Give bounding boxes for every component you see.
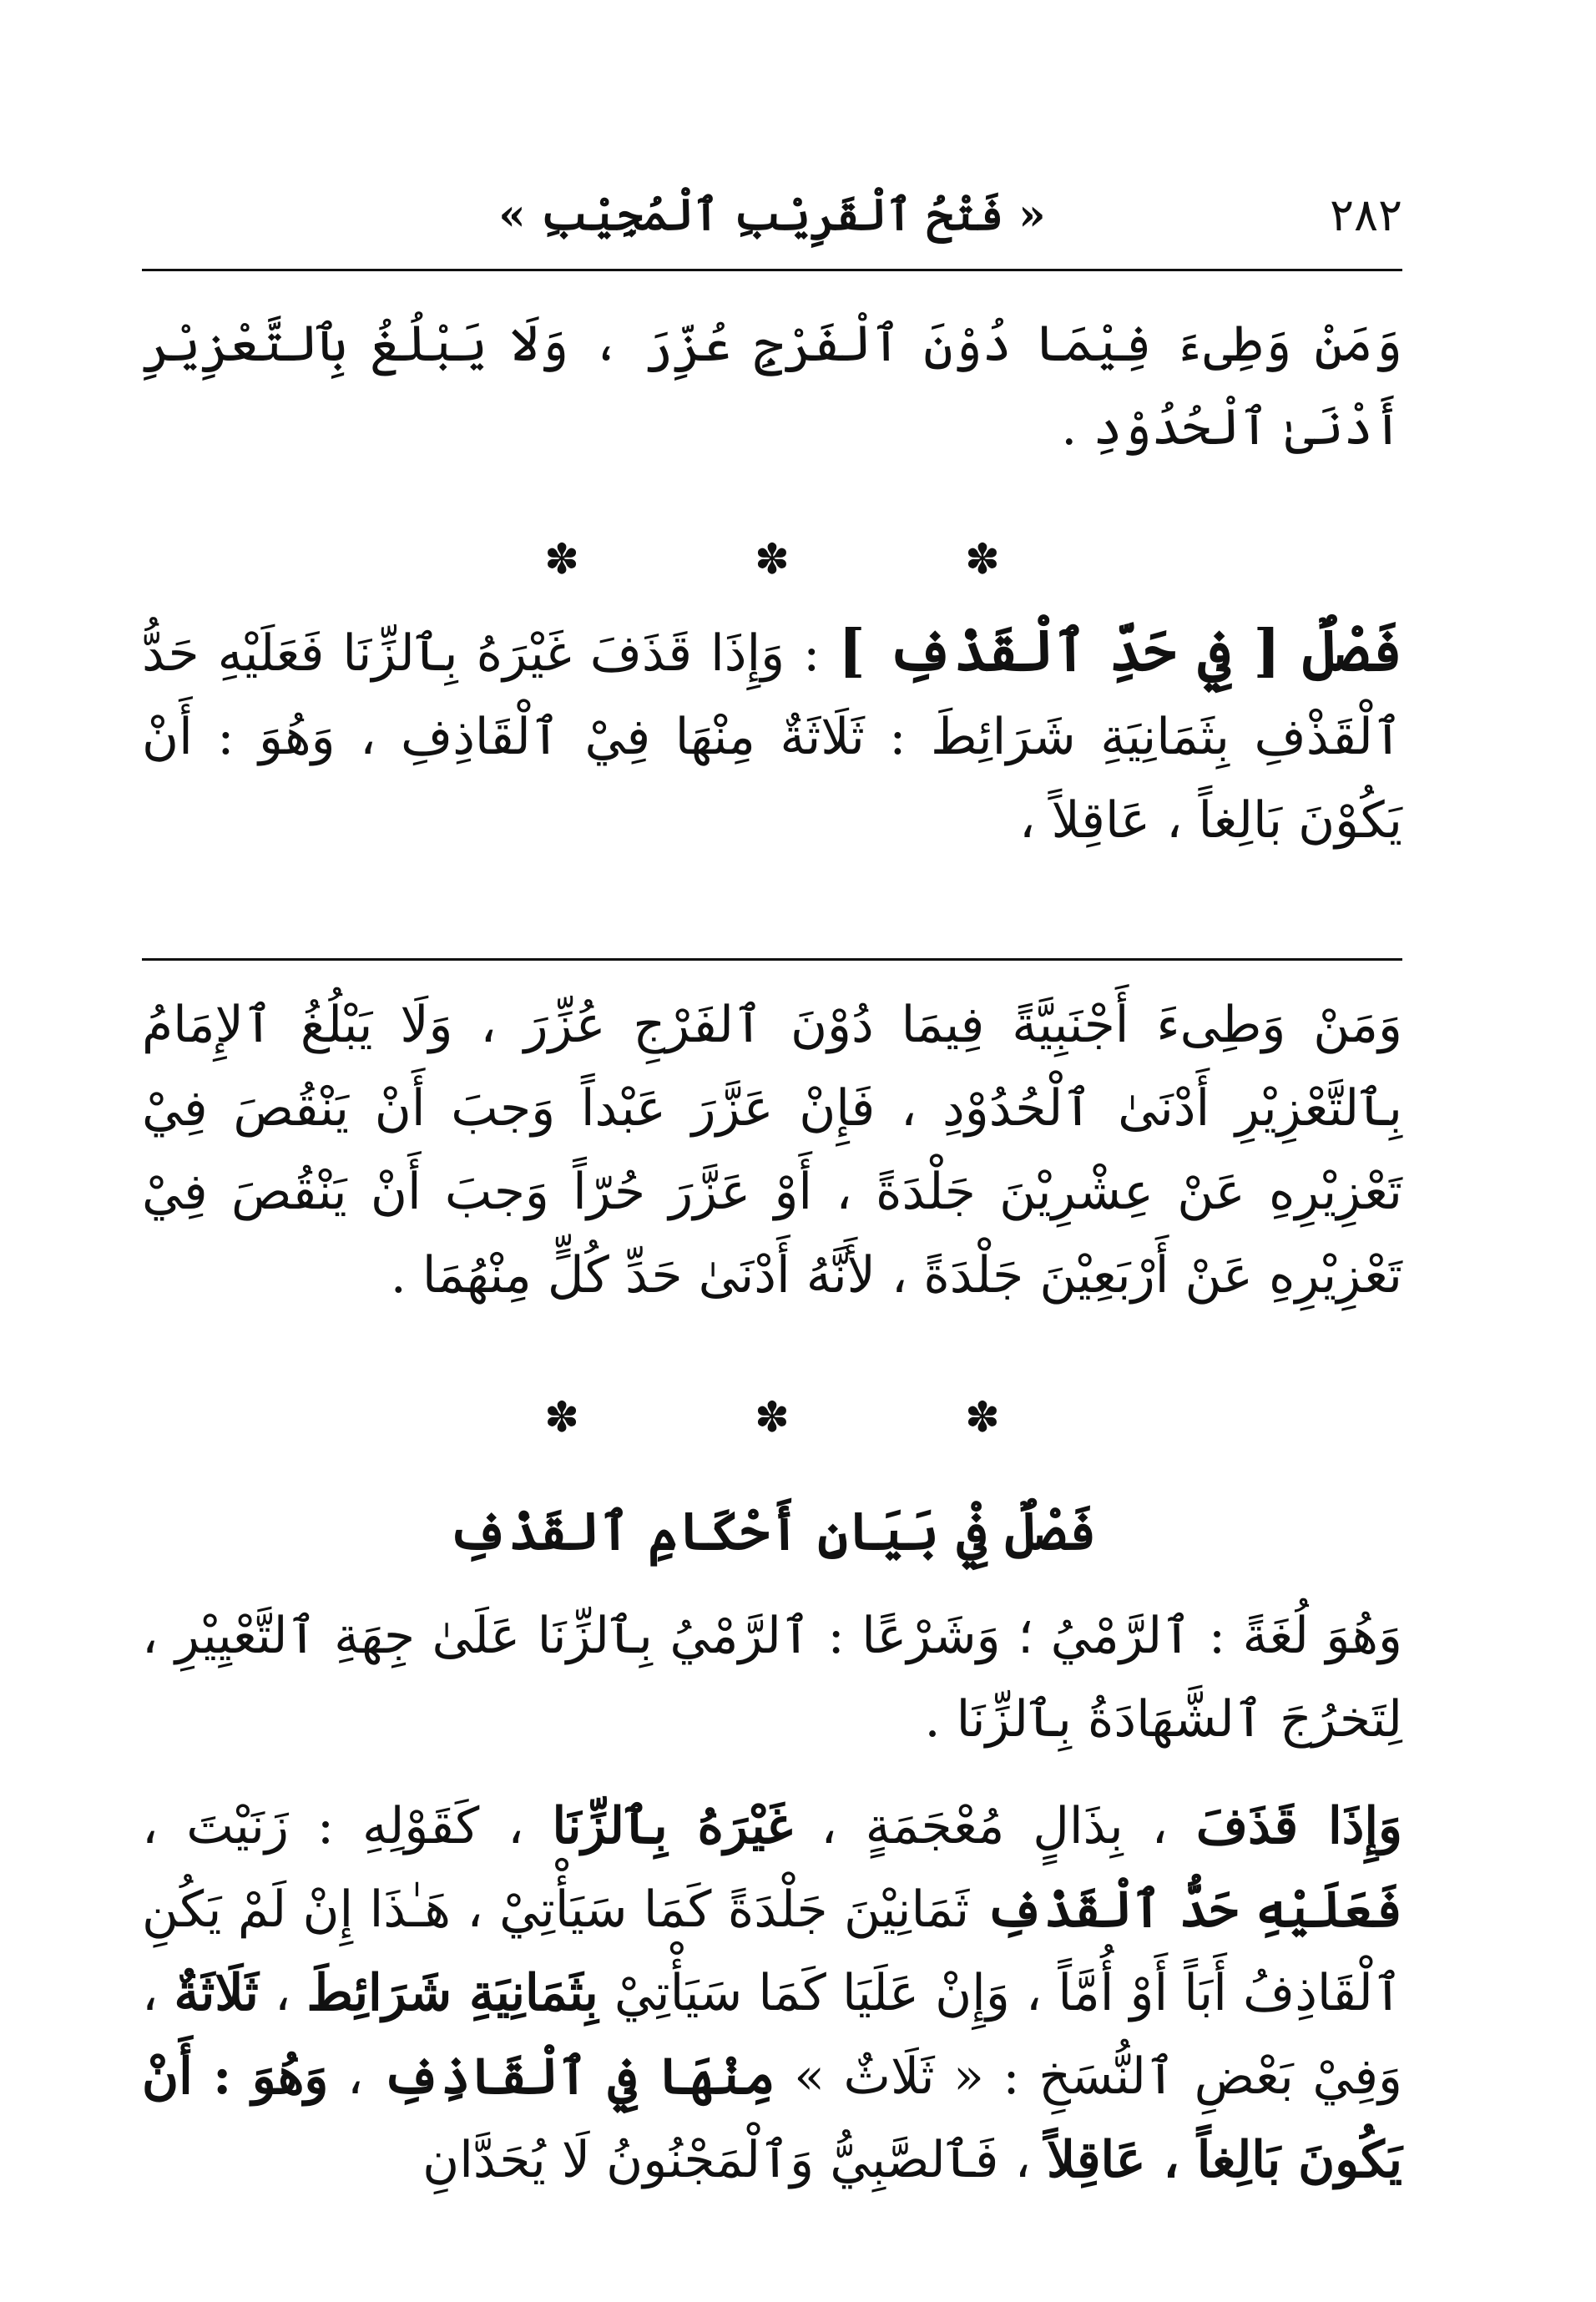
sharh-2-bold: ثَلَاثَةٌ — [174, 1964, 259, 2022]
star-ornament: ✽ — [964, 535, 1000, 583]
sharh-1-text: وَمَنْ وَطِىءَ أَجْنَبِيَّةً فِيمَا دُوْنَ ٱلفَرْجِ عُزِّرَ ، وَلَا يَبْلُغُ ٱلإِمَامُ بِٱلتَّعْزِيْرِ أَدْنَىٰ ٱلْحُدُوْدِ ، فَإِنْ عَزَّرَ عَبْداً وَجبَ أَنْ يَنْقُصَ فِيْ تَعْزِيْرِهِ عَنْ عِشْرِيْنَ جَلْدَةً ، أَوْ عَزَّرَ حُرّاً وَجبَ أَنْ يَنْقُصَ فِيْ تَعْزِيْرِهِ عَنْ أَرْبَعِيْنَ جَلْدَةً ، لأَنَّهُ أَدْنَىٰ حَدِّ كُلٍّ مِنْهُمَا . — [142, 996, 1402, 1305]
definition-text: وَهُوَ لُغَةً : ٱلرَّمْيُ ؛ وَشَرْعًا : ٱلرَّمْيُ بِٱلزِّنَا عَلَىٰ جِهَةِ ٱلتَّعْيِيْرِ ، لِتَخرُجَ ٱلشَّهَادَةُ بِٱلزِّنَا . — [142, 1607, 1402, 1749]
running-title: « فَتْحُ ٱلْقَرِيْبِ ٱلْمُجِيْبِ » — [498, 189, 1046, 240]
book-page — [142, 0, 1402, 2302]
sharh-2-part: ثَمَانِيْنَ جَلْدَةً كَمَا سَيَأْتِيْ ، هَـٰذَا إِنْ لَمْ يَكُنِ ٱلْقَاذِفُ أَبَاً أَوْ أُمَّاً ، وَإِنْ عَلَيَا كَمَا سَيَأْتِيْ — [142, 1880, 1402, 2022]
sharh-2-bold: مِنْهَا فِي ٱلْقَاذِفِ — [381, 2047, 775, 2106]
sharh-2-part: ، فَٱلصَّبِيُّ وَٱلْمَجْنُونُ لَا يُحَدَّانِ — [422, 2131, 1031, 2189]
matn-section-heading: فَصْلٌ [ فِي حَدِّ ٱلْقَذْفِ ] — [838, 618, 1402, 684]
star-ornament: ✽ — [544, 1393, 580, 1441]
sharh-2-part: ، — [274, 1964, 291, 2022]
matn-sharh-divider — [142, 958, 1402, 961]
matn-section-body — [142, 609, 1402, 862]
star-ornament: ✽ — [964, 1393, 1000, 1441]
separator-stars-1 — [142, 534, 1402, 584]
star-ornament: ✽ — [544, 535, 580, 583]
matn-top-text: وَمَنْ وَطِىءَ فِيْمَا دُوْنَ ٱلْفَرْجِ عُزِّرَ ، وَلَا يَبْلُغُ بِٱلتَّعْزِيْرِ أَدْنَىٰ ٱلْحُدُوْدِ . — [142, 315, 1402, 457]
sharh-2-lead: وَإِذَا قَذَفَ — [1195, 1797, 1402, 1855]
sharh-2-bold: غَيْرَهُ بِٱلزِّنَا — [552, 1797, 793, 1855]
star-ornament: ✽ — [755, 1393, 790, 1441]
sharh-2-bold: فَعَلَيْهِ حَدُّ ٱلْقَذْفِ — [985, 1880, 1403, 1939]
matn-top-paragraph — [142, 302, 1402, 469]
sharh-2-body — [142, 1785, 1402, 2202]
sharh-2-part: ، بِذَالٍ مُعْجَمَةٍ ، — [821, 1797, 1168, 1855]
definition-paragraph — [142, 1594, 1402, 1761]
separator-stars-2 — [142, 1392, 1402, 1442]
matn-section-text: : وَإِذَا قَذَفَ غَيْرَهُ بِٱلزِّنَا فَعَلَيْهِ حَدُّ ٱلْقَذْفِ بِثَمَانِيَةِ شَرَائِطَ : ثَلَاثَةٌ مِنْهَا فِيْ ٱلْقَاذِفِ ، وَهُوَ : أَنْ يَكُوْنَ بَالِغاً ، عَاقِلاً ، — [142, 624, 1402, 850]
sharh-2-part: ، وَفِيْ بَعْضِ ٱلنُّسَخِ : « ثَلَاثٌ » — [142, 1964, 1403, 2106]
sharh-paragraph-2 — [142, 1785, 1402, 2202]
page-number: ٢٨٢ — [1329, 189, 1402, 241]
page-header — [142, 179, 1402, 255]
sharh-paragraph-1 — [142, 983, 1402, 1317]
sharh-2-part: ، — [346, 2047, 364, 2106]
sharh-2-bold: بِثَمَانِيَةِ شَرَائِطَ — [306, 1964, 598, 2022]
section-heading: فَصْلٌ فِيْ بَيَانِ أَحْكَامِ ٱلقَذْفِ — [447, 1501, 1097, 1562]
matn-section-paragraph — [142, 609, 1402, 862]
sharh-2-part: ، كَقَوْلِهِ : زَنَيْتَ ، — [142, 1797, 524, 1855]
header-rule — [142, 269, 1402, 271]
sharh-2-bold: وَهُوَ : أَنْ يَكُونَ بَالِغاً ، عَاقِلاً — [142, 2047, 1402, 2189]
star-ornament: ✽ — [755, 535, 790, 583]
